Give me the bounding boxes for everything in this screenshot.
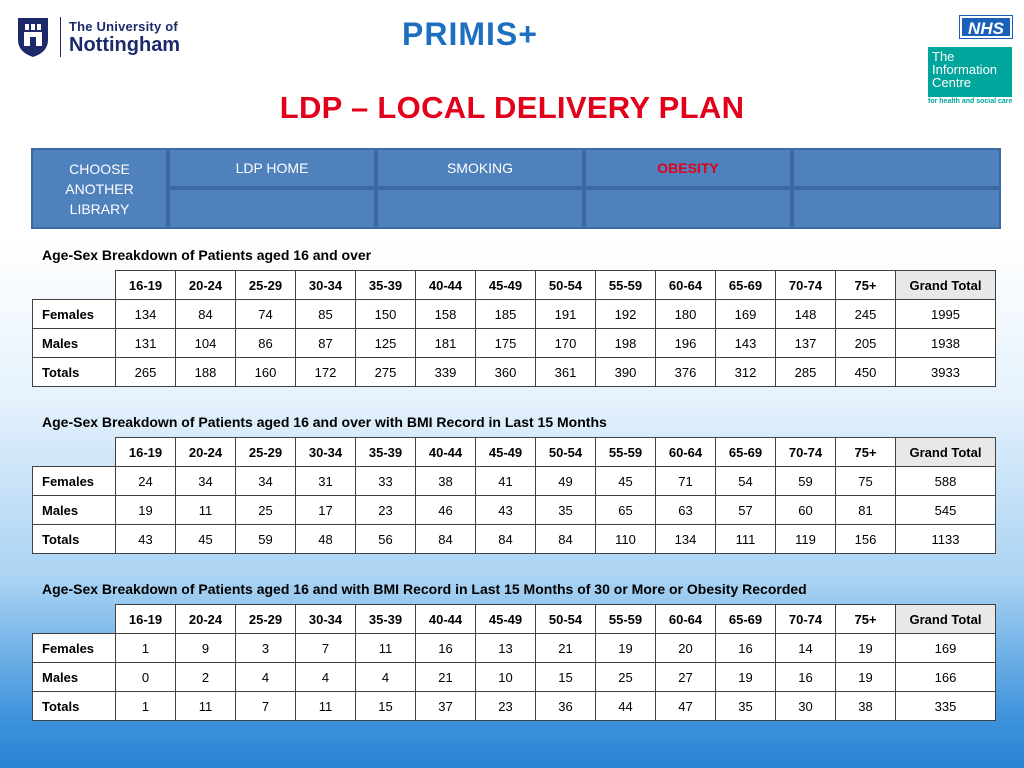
table-cell: 1 [116, 692, 176, 721]
section-title-all-patients: Age-Sex Breakdown of Patients aged 16 and over [42, 247, 372, 263]
column-header: 55-59 [596, 271, 656, 300]
row-label: Females [33, 300, 116, 329]
column-header: 35-39 [356, 271, 416, 300]
table-cell: 14 [776, 634, 836, 663]
column-header: 25-29 [236, 605, 296, 634]
row-label: Males [33, 663, 116, 692]
table-cell: 27 [656, 663, 716, 692]
table-cell: 19 [836, 634, 896, 663]
table-cell: 31 [296, 467, 356, 496]
table-row [33, 358, 996, 387]
table-cell: 47 [656, 692, 716, 721]
table-bmi-record [32, 437, 996, 554]
column-header: 60-64 [656, 605, 716, 634]
nav-empty-button-4[interactable] [584, 188, 792, 229]
table-header-row [33, 438, 996, 467]
table-cell: 25 [236, 496, 296, 525]
table-cell: 1995 [896, 300, 996, 329]
section-title-obesity: Age-Sex Breakdown of Patients aged 16 and with BMI Record in Last 15 Months of 30 or More or Obesity Recorded [42, 581, 807, 597]
table-cell: 59 [776, 467, 836, 496]
library-nav [31, 148, 1001, 229]
table-cell: 205 [836, 329, 896, 358]
table-cell: 23 [476, 692, 536, 721]
table-corner-blank [33, 438, 116, 467]
obesity-button[interactable]: OBESITY [584, 148, 792, 188]
table-cell: 181 [416, 329, 476, 358]
column-header: 40-44 [416, 605, 476, 634]
table-cell: 86 [236, 329, 296, 358]
table-row [33, 467, 996, 496]
table-cell: 11 [176, 692, 236, 721]
table-cell: 19 [836, 663, 896, 692]
table-cell: 1938 [896, 329, 996, 358]
table-cell: 360 [476, 358, 536, 387]
table-cell: 11 [176, 496, 236, 525]
row-label: Totals [33, 525, 116, 554]
nav-empty-button-2[interactable] [168, 188, 376, 229]
column-header: 60-64 [656, 271, 716, 300]
table-cell: 35 [536, 496, 596, 525]
table-cell: 3 [236, 634, 296, 663]
table-cell: 57 [716, 496, 776, 525]
university-small-text: The University of [69, 18, 178, 34]
table-cell: 588 [896, 467, 996, 496]
column-header: 50-54 [536, 438, 596, 467]
table-cell: 81 [836, 496, 896, 525]
section-title-bmi-record: Age-Sex Breakdown of Patients aged 16 and over with BMI Record in Last 15 Months [42, 414, 607, 430]
table-cell: 1 [116, 634, 176, 663]
table-cell: 11 [296, 692, 356, 721]
column-header: 20-24 [176, 438, 236, 467]
table-cell: 43 [116, 525, 176, 554]
table-cell: 275 [356, 358, 416, 387]
ic-line-3: Centre [932, 75, 972, 90]
table-cell: 125 [356, 329, 416, 358]
table-cell: 87 [296, 329, 356, 358]
university-logo [16, 16, 180, 58]
table-cell: 104 [176, 329, 236, 358]
table-cell: 134 [116, 300, 176, 329]
table-cell: 34 [176, 467, 236, 496]
table-all-patients [32, 270, 996, 387]
table-cell: 285 [776, 358, 836, 387]
column-header: 25-29 [236, 271, 296, 300]
table-cell: 131 [116, 329, 176, 358]
table-cell: 84 [176, 300, 236, 329]
table-cell: 0 [116, 663, 176, 692]
table-corner-blank [33, 271, 116, 300]
table-cell: 134 [656, 525, 716, 554]
table-cell: 34 [236, 467, 296, 496]
table-cell: 25 [596, 663, 656, 692]
table-cell: 38 [836, 692, 896, 721]
table-row [33, 329, 996, 358]
column-header: 35-39 [356, 438, 416, 467]
column-header: 16-19 [116, 271, 176, 300]
ic-line-2: Information [932, 62, 998, 77]
table-row [33, 300, 996, 329]
table-cell: 361 [536, 358, 596, 387]
table-cell: 75 [836, 467, 896, 496]
table-cell: 169 [716, 300, 776, 329]
table-cell: 175 [476, 329, 536, 358]
table-cell: 7 [236, 692, 296, 721]
table-cell: 450 [836, 358, 896, 387]
table-cell: 245 [836, 300, 896, 329]
table-cell: 160 [236, 358, 296, 387]
table-cell: 3933 [896, 358, 996, 387]
table-cell: 23 [356, 496, 416, 525]
ic-subtitle: for health and social care [928, 98, 1013, 105]
university-big-text: Nottingham [69, 33, 181, 56]
nav-empty-button-1[interactable] [792, 148, 1001, 188]
column-header: Grand Total [896, 605, 996, 634]
table-cell: 180 [656, 300, 716, 329]
column-header: 20-24 [176, 605, 236, 634]
table-cell: 49 [536, 467, 596, 496]
table-cell: 170 [536, 329, 596, 358]
column-header: 45-49 [476, 271, 536, 300]
column-header: 75+ [836, 271, 896, 300]
table-cell: 48 [296, 525, 356, 554]
table-cell: 312 [716, 358, 776, 387]
table-cell: 65 [596, 496, 656, 525]
smoking-button[interactable]: SMOKING [376, 148, 584, 188]
column-header: 35-39 [356, 605, 416, 634]
column-header: 45-49 [476, 605, 536, 634]
university-name [69, 20, 180, 55]
column-header: 25-29 [236, 438, 296, 467]
table-corner-blank [33, 605, 116, 634]
page-title: LDP – LOCAL DELIVERY PLAN [279, 90, 745, 125]
column-header: 16-19 [116, 605, 176, 634]
table-cell: 45 [596, 467, 656, 496]
column-header: 50-54 [536, 605, 596, 634]
table-cell: 265 [116, 358, 176, 387]
table-cell: 84 [476, 525, 536, 554]
table-cell: 7 [296, 634, 356, 663]
table-cell: 19 [596, 634, 656, 663]
table-row [33, 663, 996, 692]
table-cell: 148 [776, 300, 836, 329]
table-cell: 172 [296, 358, 356, 387]
column-header: 70-74 [776, 271, 836, 300]
table-row [33, 525, 996, 554]
column-header: 40-44 [416, 271, 476, 300]
column-header: Grand Total [896, 271, 996, 300]
primis-logo: PRIMIS+ [402, 16, 538, 52]
table-cell: 38 [416, 467, 476, 496]
table-cell: 43 [476, 496, 536, 525]
row-label: Females [33, 634, 116, 663]
ldp-home-button[interactable]: LDP HOME [168, 148, 376, 188]
column-header: 70-74 [776, 438, 836, 467]
table-cell: 11 [356, 634, 416, 663]
table-cell: 111 [716, 525, 776, 554]
table-cell: 16 [776, 663, 836, 692]
table-cell: 20 [656, 634, 716, 663]
table-cell: 56 [356, 525, 416, 554]
table-cell: 24 [116, 467, 176, 496]
choose-library-button[interactable]: CHOOSE ANOTHER LIBRARY [31, 148, 168, 229]
table-cell: 15 [356, 692, 416, 721]
table-row [33, 692, 996, 721]
table-cell: 37 [416, 692, 476, 721]
ic-line-1: The [932, 49, 955, 64]
row-label: Males [33, 496, 116, 525]
table-cell: 63 [656, 496, 716, 525]
table-cell: 21 [416, 663, 476, 692]
column-header: 30-34 [296, 271, 356, 300]
table-cell: 143 [716, 329, 776, 358]
table-cell: 545 [896, 496, 996, 525]
table-cell: 9 [176, 634, 236, 663]
table-cell: 45 [176, 525, 236, 554]
table-cell: 156 [836, 525, 896, 554]
column-header: 75+ [836, 438, 896, 467]
row-label: Totals [33, 358, 116, 387]
table-row [33, 496, 996, 525]
table-cell: 196 [656, 329, 716, 358]
table-cell: 335 [896, 692, 996, 721]
table-header-row [33, 271, 996, 300]
logo-divider [60, 17, 61, 57]
column-header: 70-74 [776, 605, 836, 634]
table-cell: 166 [896, 663, 996, 692]
table-cell: 59 [236, 525, 296, 554]
column-header: 30-34 [296, 438, 356, 467]
table-cell: 10 [476, 663, 536, 692]
row-label: Females [33, 467, 116, 496]
table-cell: 137 [776, 329, 836, 358]
table-cell: 390 [596, 358, 656, 387]
table-cell: 2 [176, 663, 236, 692]
nhs-logo: NHS [960, 16, 1012, 38]
table-cell: 13 [476, 634, 536, 663]
column-header: 16-19 [116, 438, 176, 467]
table-cell: 376 [656, 358, 716, 387]
table-cell: 19 [716, 663, 776, 692]
column-header: 65-69 [716, 438, 776, 467]
table-cell: 33 [356, 467, 416, 496]
table-cell: 119 [776, 525, 836, 554]
table-cell: 84 [536, 525, 596, 554]
table-cell: 44 [596, 692, 656, 721]
column-header: 50-54 [536, 271, 596, 300]
table-cell: 46 [416, 496, 476, 525]
row-label: Totals [33, 692, 116, 721]
column-header: 55-59 [596, 605, 656, 634]
table-cell: 198 [596, 329, 656, 358]
table-row [33, 634, 996, 663]
table-cell: 4 [296, 663, 356, 692]
table-cell: 191 [536, 300, 596, 329]
column-header: 65-69 [716, 605, 776, 634]
table-cell: 60 [776, 496, 836, 525]
table-cell: 17 [296, 496, 356, 525]
castle-crest-icon [16, 16, 50, 58]
column-header: 45-49 [476, 438, 536, 467]
column-header: 30-34 [296, 605, 356, 634]
table-cell: 150 [356, 300, 416, 329]
nav-empty-button-5[interactable] [792, 188, 1001, 229]
table-cell: 19 [116, 496, 176, 525]
nav-empty-button-3[interactable] [376, 188, 584, 229]
table-cell: 1133 [896, 525, 996, 554]
table-cell: 4 [236, 663, 296, 692]
table-cell: 30 [776, 692, 836, 721]
column-header: 60-64 [656, 438, 716, 467]
row-label: Males [33, 329, 116, 358]
table-cell: 71 [656, 467, 716, 496]
table-cell: 339 [416, 358, 476, 387]
table-cell: 192 [596, 300, 656, 329]
column-header: Grand Total [896, 438, 996, 467]
table-cell: 74 [236, 300, 296, 329]
table-obesity [32, 604, 996, 721]
table-cell: 84 [416, 525, 476, 554]
table-cell: 4 [356, 663, 416, 692]
table-cell: 36 [536, 692, 596, 721]
table-cell: 169 [896, 634, 996, 663]
table-header-row [33, 605, 996, 634]
table-cell: 41 [476, 467, 536, 496]
column-header: 65-69 [716, 271, 776, 300]
column-header: 40-44 [416, 438, 476, 467]
table-cell: 54 [716, 467, 776, 496]
column-header: 20-24 [176, 271, 236, 300]
column-header: 55-59 [596, 438, 656, 467]
table-cell: 21 [536, 634, 596, 663]
table-cell: 35 [716, 692, 776, 721]
column-header: 75+ [836, 605, 896, 634]
table-cell: 158 [416, 300, 476, 329]
table-cell: 185 [476, 300, 536, 329]
table-cell: 188 [176, 358, 236, 387]
table-cell: 16 [716, 634, 776, 663]
table-cell: 110 [596, 525, 656, 554]
table-cell: 85 [296, 300, 356, 329]
table-cell: 16 [416, 634, 476, 663]
table-cell: 15 [536, 663, 596, 692]
